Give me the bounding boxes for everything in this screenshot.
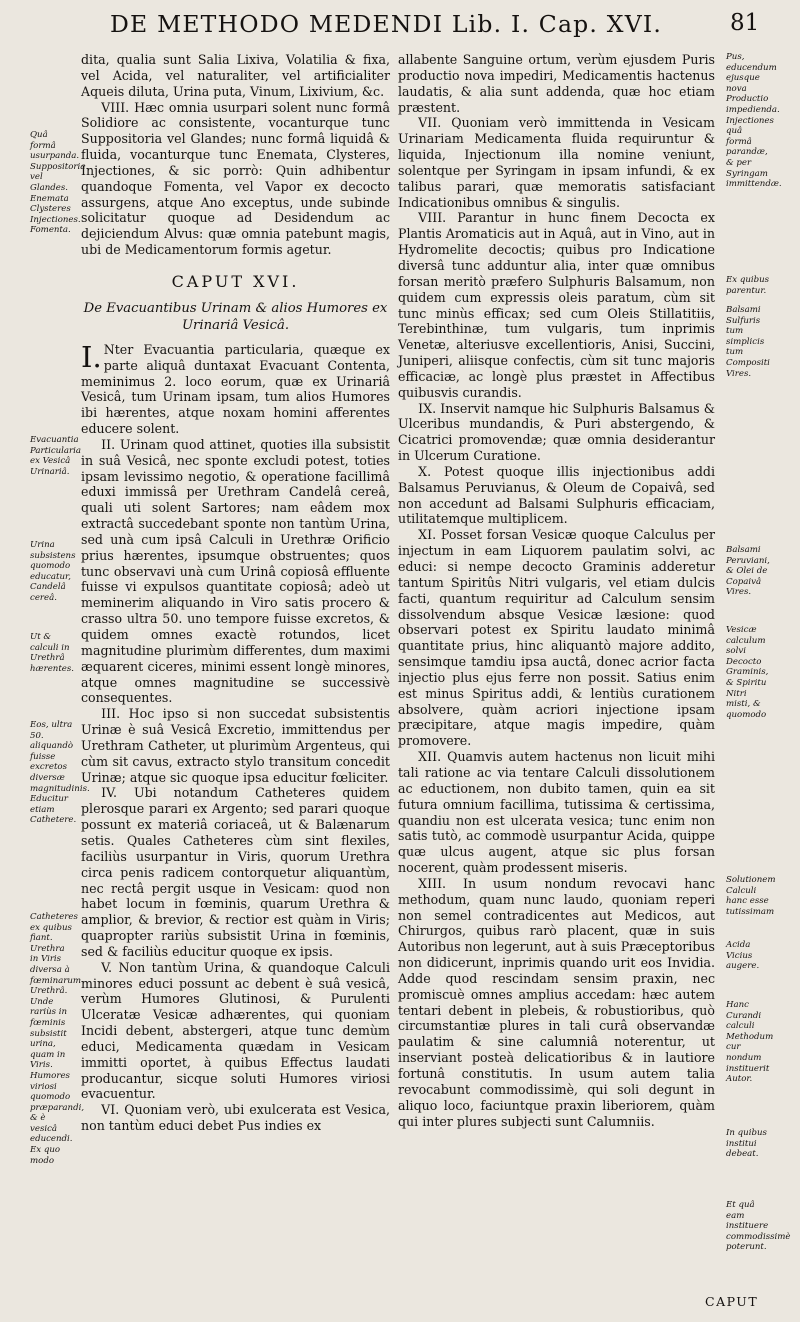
page-header [0,10,800,44]
paragraph-i-text: Nter Evacuantia particularia, quæque ex parte aliquâ duntaxat Evacuant Contenta, meminimus 2. loco eorum, quæ ex Urinariâ Vesicâ, tum Urinam ipsam, tum alios Humores ibi hærentes, atque noxam homini afferentes educere solent. [81,341,390,437]
paragraph-xi: XI. Posset forsan Vesicæ quoque Calculus per injectum in eam Liquorem paulatim solvi, ac educi: si nempe decocto Graminis adderetur tantum Spiritûs Nitri vulgaris, vel etiam dulcis facti, quantum requiritur ad Calculum sensim dissolvendum absque Vesicæ læsione: quod observari potest ex Spiritu laudato minimâ quantitate prius, hinc aliquantò majore addito, sensimque tamdiu ipsa auctâ, donec acrior facta injectio plus ejus ferre non possit. Satius enim est minus Spiritus addi, & lentiùs curationem absolvere, quàm acriori injectione ipsam præcipitare, atque magis impedire, quàm promovere. [398,527,715,749]
paragraph-vi: VI. Quoniam verò, ubi exulcerata est Vesica, non tantùm educi debet Pus indies ex [81,1102,390,1134]
paragraph-iii: III. Hoc ipso si non succedat subsistentis Urinæ è suâ Vesicâ Excretio, immittendus per Urethram Catheter, ut plurimùm Argenteus, qui cùm sit cavus, extracto stylo transitum concedit Urinæ; atque sic quoque ipsa educitur fœliciter. [81,706,390,785]
paragraph-v: V. Non tantùm Urina, & quandoque Calculi minores educi possunt ac debent è suâ vesicâ, verùm Humores Glutinosi, & Purulenti Ulceratæ Vesicæ adhærentes, qui quoniam Incidi debent, abstergeri, atque tunc demùm educi, Medicamenta quædam in Vesicam immitti oportet, à quibus Effectus laudati producantur, sicque soluti Humores viriosi evacuentur. [81,959,390,1102]
paragraph-iv: IV. Ubi notandum Catheteres quidem plerosque parari ex Argento; sed parari quoque possunt ex materiâ coriaceâ, ut & Balænarum setis. Quales Catheteres cùm sint flexiles, faciliùs usurpantur in Viris, quorum Urethra circa penis radicem contorquetur aliquantùm, nec rectâ pergit usque in Vesicam: quod non habet locum in fœminis, quarum Urethra & amplior, & brevior, & rectior est quàm in Viris; quapropter rariùs subsistit Urina in fœminis, sed & faciliùs educitur quoque ex ipsis. [81,785,390,959]
margin-note-right-6: Solutionem Calculi hanc esse tutissimam [726,875,776,917]
right-column [398,52,715,1129]
margin-note-left-4: Ut & calculi in Urethrâ hærentes. [30,632,75,674]
margin-note-left-2: Evacuantia Particularia ex Vesicâ Urinariâ. [30,435,82,477]
chapter-heading: CAPUT XVI. [171,271,300,291]
margin-note-right-3: Balsami Sulfuris tum simplicis tum Compositi Vires. [726,305,770,379]
running-title: DE METHODO MEDENDI Lib. I. Cap. XVI. [110,10,663,38]
page-number: 81 [730,10,760,36]
margin-note-left-3: Urina subsistens quomodo educatur, Candelâ cereâ. [30,540,76,603]
paragraph-vii: VII. Quoniam verò immittenda in Vesicam Urinariam Medicamenta fluida requiruntur & liquida, Injectionum illa nomine veniunt, solentque per Syringam in ipsam infundi, & ex talibus parari, quæ memoratis satisfaciant Indicationibus omnibus & singulis. [398,115,715,210]
paragraph-viii-right: VIII. Parantur in hunc finem Decocta ex Plantis Aromaticis aut in Aquâ, aut in Vino, aut in Hydromelite decoctis; quibus pro Indicatione diversâ tunc adduntur alia, inter quæ omnibus forsan meritò præfero Sulphuris Balsamum, non quidem cum expressis oleis paratum, cùm sit tunc minùs efficax; sed cum Oleis Stillatitiis, Terebinthinæ, tum vulgaris, tum inprimis Venetæ, alteriusve excellentioris, Anisi, Succini, Juniperi, aliisque confectis, cùm sit tunc majoris efficaciæ, ac longè plus præstet in Affectibus quibusvis curandis. [398,210,715,400]
paragraph-viii: VIII. Hæc omnia usurpari solent nunc formâ Solidiore ac consistente, vocanturque tunc Suppositoria vel Glandes; nunc formâ liquidâ & fluida, vocanturque tunc Enemata, Clysteres, Injectiones, & sic porrò: Quin adhibentur quandoque Fomenta, vel Vapor ex decocto assurgens, atque Ano exceptus, unde subinde solicitatur quoque ad Desidendum ac dejiciendum Alvus: quæ omnia patebunt magis, ubi de Medicamentorum formis agetur. [81,99,390,258]
paragraph-continued: dita, qualia sunt Salia Lixiva, Volatilia & fixa, vel Acida, vel naturaliter, vel artificialiter Aqueis diluta, Urina puta, Vinum, Lixivium, &c. [81,52,390,99]
drop-capital: I. [81,339,102,374]
margin-note-left-6: Catheteres ex quibus fiant. Urethra in Viris diversa à fœminarum Urethrâ. Unde rariùs in fœminis subsistit urina, quam in Viris. Humores viriosi quomodo præparandi, & è vesicâ educendi. Ex quo modo [30,912,85,1166]
margin-note-right-2: Ex quibus parentur. [726,275,770,296]
catchword: CAPUT [705,1294,759,1309]
left-column [81,52,390,1134]
margin-note-right-9: In quibus institui debeat. [726,1128,767,1160]
margin-note-left-5: Eos, ultra 50. aliquandò fuisse excretos diversæ magnitudinis. Educitur etiam Cathetere. [30,720,90,826]
paragraph-ix: IX. Inservit namque hic Sulphuris Balsamus & Ulceribus mundandis, & Puri abstergendo, & Cicatrici promovendæ; quæ omnia desiderantur in Ulcerum Curatione. [398,400,715,464]
paragraph-xiii: XIII. In usum nondum revocavi hanc methodum, quam nunc laudo, quoniam reperi non semel contradicentes aut Medicos, aut Chirurgos, quibus rarò placent, quæ in suis Autoribus non legerunt, aut à suis Præceptoribus non didicerunt, inprimis quando urit eos Invidia. Adde quod rescindam sensim praxin, nec promiscuè omnes amplius accedam: hæc autem tentari debent in plebeis, & robustioribus, quò circumstantiæ plures in tali curâ observandæ paulatim & sine calumniâ noterentur, ut inserviant posteà delicatioribus & in lautiore fortunâ constitutis. In usum autem talia revocabunt commodissimè, qui soli degunt in aliquo loco, faciuntque praxin liberiorem, quàm qui inter plures subjecti sunt Calumniis. [398,875,715,1129]
paragraph-x: X. Potest quoque illis injectionibus addi Balsamus Peruvianus, & Oleum de Copaivâ, sed non accedunt ad Balsami Sulphuris efficaciam, utilitatemque multiplicem. [398,463,715,527]
paragraph-i [81,339,390,437]
margin-note-right-10: Et quâ eam instituere commodissimè poterunt. [726,1200,791,1253]
margin-note-right-4: Balsami Peruviani, & Olei de Copaivâ Vires. [726,545,770,598]
chapter-subtitle: De Evacuantibus Urinam & alios Humores ex Urinariâ Vesicâ. [83,300,388,333]
paragraph-ii: II. Urinam quod attinet, quoties illa subsistit in suâ Vesicâ, nec sponte excludi potest, toties ipsam levissimo negotio, & operatione facillimâ eduxi immissâ per Urethram Candelâ cereâ, quali uti solent Sartores; nam eâdem mox extractâ succedebant sponte non tantùm Urina, sed unà cum ipsâ Calculi in Urethræ Orificio prius hærentes, ipsumque obstruentes; quos tunc observavi unà cum Urinâ copiosâ effluente fuisse vi expulsos quantitate copiosâ; adeò ut meminerim aliquando in Viro satis procero & crasso ultra 50. uno tempore fuisse excretos, & quidem omnes exactè rotundos, licet magnitudine plurimùm differentes, dum maximi æquarent ciceres, minimi essent longè minores, atque omnes magnitudine se successivè consequentes. [81,436,390,706]
paragraph-xii: XII. Quamvis autem hactenus non licuit mihi tali ratione ac via tentare Calculi dissolutionem ac eductionem, non dubito tamen, quin ea sit futura omnium facillima, tutissima & certissima, quandiu non est ulcerata vesica; tunc enim non satis tutò, ac commodè usurpantur Acida, quippe quæ ulcus augent, atque sic plus forsan nocerent, quàm prodessent miseris. [398,749,715,876]
margin-note-left-1: Quâ formâ usurpanda. Suppositoria vel Glandes. Enemata Clysteres Injectiones. Fomenta. [30,130,86,236]
margin-note-right-5: Vesicæ calculum solvi Decocto Graminis, & Spiritu Nitri misti, & quomodo [726,625,769,720]
paragraph-continued-right: allabente Sanguine ortum, verùm ejusdem Puris productio nova impediri, Medicamentis hactenus laudatis, & alia sunt addenda, quæ hoc etiam præstent. [398,52,715,115]
margin-note-right-8: Hanc Curandi calculi Methodum cur nondum instituerit Autor. [726,1000,774,1085]
margin-note-right-1: Pus, educendum ejusque nova Productio impedienda. Injectiones quâ formâ parandæ, & per Syringam immittendæ. [726,52,782,190]
margin-note-right-7: Acida Vicius augere. [726,940,760,972]
